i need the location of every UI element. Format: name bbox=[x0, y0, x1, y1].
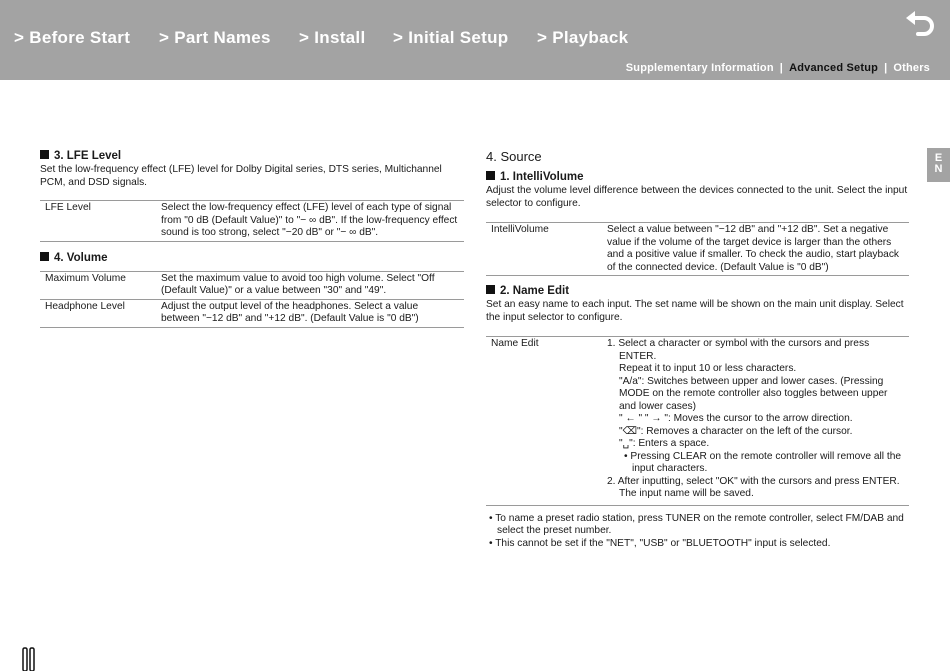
sub-navigation bbox=[626, 62, 930, 74]
language-letter: N bbox=[934, 163, 943, 175]
list-item: 1. Select a character or symbol with the cursors and press ENTER. Repeat it to input 10 or less characters. "A/a": Switches between upper and lower cases. (Pressing MODE on the remote controller also toggles between upper and lower cases) " ← " " → ": Moves the cursor to the arrow direction. "⌫": Removes a character on the left of the cursor. "␣": Enters a space. • Pressing CLEAR on the remote controller will remove all the input characters. bbox=[607, 338, 904, 476]
setting-description bbox=[602, 337, 909, 506]
step-detail: Repeat it to input 10 or less characters. bbox=[619, 363, 797, 374]
intellivolume-description: Adjust the volume level difference between the devices connected to the unit. Select the input selector to configure. bbox=[486, 185, 908, 209]
square-bullet-icon bbox=[40, 150, 49, 159]
nav-install[interactable]: > Install bbox=[299, 28, 366, 47]
table-row bbox=[486, 223, 909, 276]
setting-description: Select a value between "−12 dB" and "+12 dB". Set a negative value if the volume of the target device is larger than the others and a positive value if smaller. To check the audio, start playback of the connected device. (Default Value is "0 dB") bbox=[607, 224, 900, 273]
square-bullet-icon bbox=[486, 285, 495, 294]
table-row bbox=[40, 201, 464, 242]
language-letter: E bbox=[934, 152, 943, 164]
volume-table bbox=[40, 271, 464, 328]
step-bullet: • Pressing CLEAR on the remote controller will remove all the input characters. bbox=[624, 450, 902, 474]
table-row bbox=[486, 337, 909, 506]
square-bullet-icon bbox=[486, 171, 495, 180]
intellivolume-table bbox=[486, 222, 909, 276]
step-detail: "⌫": Removes a character on the left of the cursor. bbox=[619, 425, 853, 437]
notes-list bbox=[486, 513, 909, 551]
list-item: • This cannot be set if the "NET", "USB" or "BLUETOOTH" input is selected. bbox=[489, 537, 831, 549]
right-column bbox=[486, 149, 909, 550]
source-section-title: 4. Source bbox=[486, 149, 542, 164]
setting-name: Name Edit bbox=[491, 338, 539, 349]
setting-name: Maximum Volume bbox=[45, 272, 126, 284]
nav-initial-setup[interactable]: > Initial Setup bbox=[393, 28, 509, 47]
lfe-level-heading: 3. LFE Level bbox=[40, 149, 464, 163]
name-edit-table bbox=[486, 336, 909, 506]
subnav-separator: | bbox=[779, 62, 784, 74]
nav-playback[interactable]: > Playback bbox=[537, 28, 629, 47]
table-row bbox=[40, 271, 464, 299]
pause-icon bbox=[22, 647, 36, 671]
intellivolume-heading: 1. IntelliVolume bbox=[486, 170, 909, 184]
subnav-advanced-setup[interactable]: Advanced Setup bbox=[789, 62, 879, 74]
step-detail: The input name will be saved. bbox=[619, 488, 754, 499]
subnav-others[interactable]: Others bbox=[893, 62, 930, 74]
nav-before-start[interactable]: > Before Start bbox=[14, 28, 131, 47]
square-bullet-icon bbox=[40, 252, 49, 261]
name-edit-description: Set an easy name to each input. The set name will be shown on the main unit display. Select the input selector to configure. bbox=[486, 299, 904, 323]
left-column bbox=[40, 149, 464, 328]
name-edit-heading: 2. Name Edit bbox=[486, 284, 909, 298]
setting-name: LFE Level bbox=[45, 202, 91, 213]
step-detail: "A/a": Switches between upper and lower cases. (Pressing MODE on the remote controller also toggles between upper and lower cases) bbox=[619, 375, 888, 412]
lfe-level-description: Set the low-frequency effect (LFE) level for Dolby Digital series, DTS series, Multichannel PCM, and DSD signals. bbox=[40, 164, 442, 188]
subnav-supplementary-information[interactable]: Supplementary Information bbox=[625, 62, 774, 74]
setting-name: IntelliVolume bbox=[491, 224, 549, 235]
language-tab bbox=[927, 148, 950, 182]
setting-description: Select the low-frequency effect (LFE) level of each type of signal from "0 dB (Default Value)" to "− ∞ dB". If the low-frequency effect sound is too strong, select "−20 dB" or "− ∞ dB". bbox=[161, 202, 458, 238]
step-detail: " ← " " → ": Moves the cursor to the arrow direction. bbox=[619, 413, 853, 424]
volume-heading: 4. Volume bbox=[40, 251, 464, 265]
step-detail: "␣": Enters a space. bbox=[619, 438, 710, 449]
setting-description: Adjust the output level of the headphones. Select a value between "−12 dB" and "+12 dB". (Default Value is "0 dB") bbox=[161, 300, 419, 324]
nav-part-names[interactable]: > Part Names bbox=[159, 28, 271, 47]
top-navigation-bar bbox=[0, 0, 950, 80]
name-edit-steps bbox=[607, 338, 904, 501]
list-item: 2. After inputting, select "OK" with the cursors and press ENTER. The input name will be saved. bbox=[607, 476, 904, 501]
list-item: • To name a preset radio station, press TUNER on the remote controller, select FM/DAB and select the preset number. bbox=[489, 512, 904, 536]
setting-name: Headphone Level bbox=[45, 300, 125, 312]
lfe-level-table bbox=[40, 200, 464, 242]
back-arrow-icon[interactable] bbox=[904, 9, 938, 39]
setting-description: Set the maximum value to avoid too high volume. Select "Off (Default Value)" or a value between "30" and "49". bbox=[161, 272, 435, 296]
table-row bbox=[40, 299, 464, 327]
subnav-separator: | bbox=[884, 62, 888, 74]
